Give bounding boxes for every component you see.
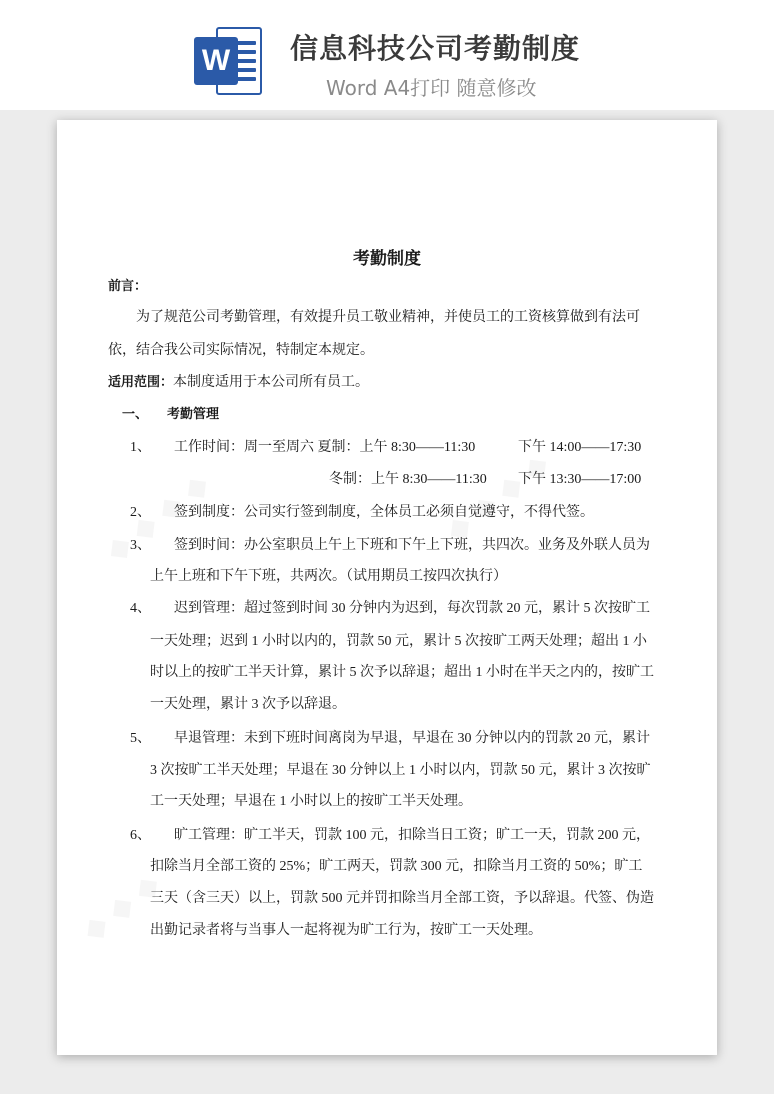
item-line: 上午上班和下午下班，共两次。（试用期员工按四次执行） — [150, 569, 507, 584]
item-line: 出勤记录者将与当事人一起将视为旷工行为，按旷工一天处理。 — [150, 923, 542, 938]
preface-line: 依，结合我公司实际情况，特制定本规定。 — [108, 343, 374, 358]
header-banner — [0, 0, 774, 110]
item-line: 签到时间：办公室职员上午上下班和下午上下班，共四次。业务及外联人员为 — [174, 538, 650, 553]
item-line: 3 次按旷工半天处理；早退在 30 分钟以上 1 小时以内，罚款 50 元，累计 3 次按旷 — [150, 763, 651, 778]
item-line: 下午 14:00——17:30 — [518, 440, 642, 455]
item-number: 4、 — [130, 601, 151, 616]
item-line: 一天处理；迟到 1 小时以内的，罚款 50 元，累计 5 次按旷工两天处理；超出 1 小 — [150, 634, 647, 649]
preface-line: 为了规范公司考勤管理，有效提升员工敬业精神，并使员工的工资核算做到有法可 — [136, 310, 640, 325]
section-title: 考勤管理 — [167, 407, 220, 422]
item-line: 一天处理，累计 3 次予以辞退。 — [150, 697, 346, 712]
document-page — [57, 120, 717, 1055]
item-line: 三天（含三天）以上，罚款 500 元并罚扣除当月全部工资，予以辞退。代签、伪造 — [150, 891, 654, 906]
section-number: 一、 — [122, 407, 149, 422]
item-number: 3、 — [130, 538, 151, 553]
item-number: 1、 — [130, 440, 151, 455]
item-line: 扣除当月全部工资的 25%；旷工两天，罚款 300 元，扣除当月工资的 50%；旷工 — [150, 859, 643, 874]
word-document-icon — [194, 25, 264, 97]
banner-title: 信息科技公司考勤制度 — [290, 32, 581, 65]
preface-label: 前言： — [108, 279, 148, 294]
document-body — [57, 120, 717, 1055]
item-line: 早退管理：未到下班时间离岗为早退，早退在 30 分钟以内的罚款 20 元，累计 — [174, 731, 650, 746]
scope-label: 适用范围： — [108, 375, 174, 390]
item-line: 旷工管理：旷工半天，罚款 100 元，扣除当日工资；旷工一天，罚款 200 元， — [174, 828, 650, 843]
item-number: 2、 — [130, 505, 151, 520]
banner-subtitle: Word A4打印 随意修改 — [326, 76, 537, 100]
item-line: 下午 13:30——17:00 — [518, 472, 642, 487]
scope-text: 本制度适用于本公司所有员工。 — [173, 375, 370, 390]
item-line: 冬制：上午 8:30——11:30 — [329, 472, 487, 487]
word-icon-letter: W — [194, 37, 238, 85]
item-line: 签到制度：公司实行签到制度，全体员工必须自觉遵守，不得代签。 — [174, 505, 594, 520]
item-line: 时以上的按旷工半天计算，累计 5 次予以辞退；超出 1 小时在半天之内的，按旷工 — [150, 665, 654, 680]
document-title: 考勤制度 — [353, 249, 421, 269]
item-line: 工作时间：周一至周六 夏制：上午 8:30——11:30 — [174, 440, 476, 455]
item-number: 6、 — [130, 828, 151, 843]
item-line: 工一天处理；早退在 1 小时以上的按旷工半天处理。 — [150, 794, 472, 809]
scope-paragraph — [108, 373, 369, 393]
item-line: 迟到管理：超过签到时间 30 分钟内为迟到，每次罚款 20 元，累计 5 次按旷工 — [174, 601, 650, 616]
item-number: 5、 — [130, 731, 151, 746]
watermark — [439, 446, 556, 548]
